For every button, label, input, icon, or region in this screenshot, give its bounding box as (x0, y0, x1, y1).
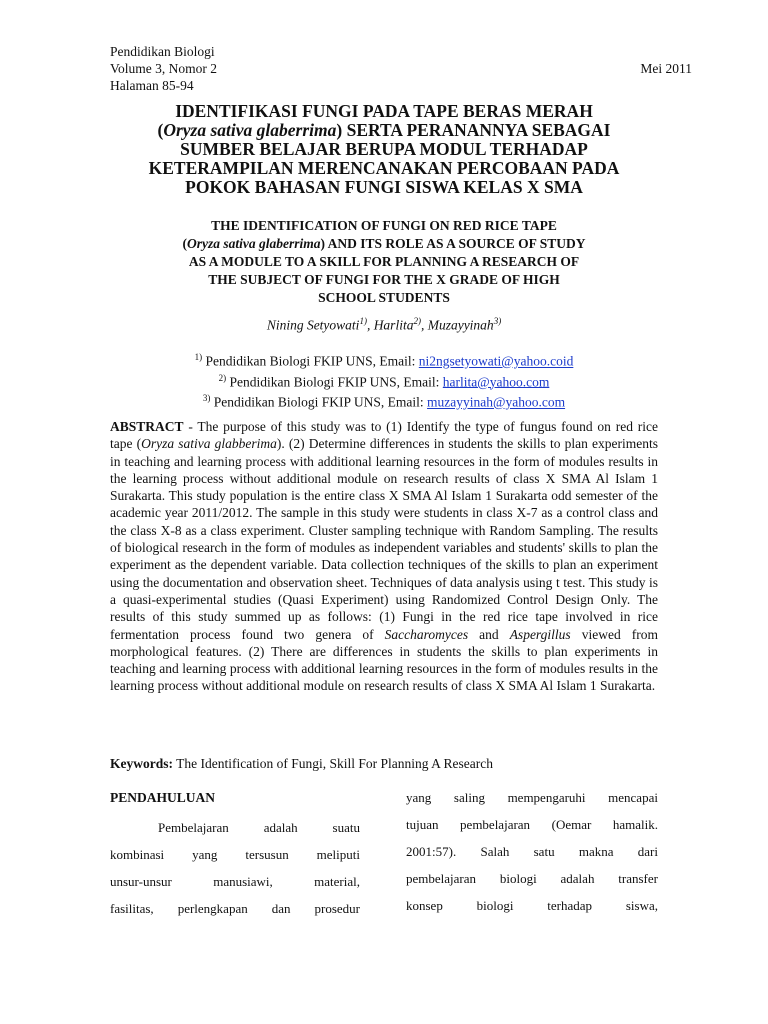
text-line (406, 790, 658, 817)
title-id-line: KETERAMPILAN MERENCANAKAN PERCOBAAN PADA (148, 158, 620, 178)
title-en-line-rest: ) AND ITS ROLE AS A SOURCE OF STUDY (320, 236, 586, 251)
title-en-paren: ( (182, 236, 187, 251)
text-word: material, (314, 874, 360, 889)
abstract (110, 418, 658, 695)
author-sup: 3) (493, 316, 502, 326)
author-list (110, 316, 658, 334)
title-en-line: AS A MODULE TO A SKILL FOR PLANNING A RESEARCH OF (188, 254, 580, 269)
affiliation-item (110, 349, 658, 370)
text-word: siswa, (625, 898, 658, 913)
author-name: , Harlita (366, 317, 414, 333)
text-word: adalah (263, 820, 298, 835)
text-word: hamalik. (612, 817, 658, 832)
section-heading: PENDAHULUAN (110, 790, 216, 805)
text-word: meliputi (316, 847, 360, 862)
text-word: satu (533, 844, 555, 859)
text-word: yang (192, 847, 218, 862)
text-line (406, 817, 658, 844)
affiliation-text: Pendidikan Biologi FKIP UNS, Email: (202, 353, 419, 369)
text-word: kombinasi (110, 847, 165, 862)
journal-volume: Volume 3, Nomor 2 (110, 61, 217, 76)
author-sup: 2) (413, 316, 421, 326)
text-word: biologi (499, 871, 537, 886)
text-line (406, 898, 658, 925)
abstract-text: viewed from morphological features. (2) There are differences in students the skills to plan experiments in teaching and learning process with additional learning resources in the form of modules results in the learning process without additional module on research results of class X SMA Al Islam 1 Surakarta. (110, 626, 659, 694)
affiliation-sup: 1) (194, 352, 203, 362)
text-line (110, 901, 360, 928)
journal-pages: Halaman 85-94 (110, 78, 194, 93)
text-word: dan (271, 901, 291, 916)
keywords-label: Keywords: (110, 756, 173, 771)
affiliation-sup: 2) (218, 372, 227, 383)
text-line (110, 820, 360, 847)
text-word: perlengkapan (177, 901, 248, 916)
left-column-body (110, 820, 360, 928)
abstract-text: and (468, 626, 510, 642)
affiliation-item (110, 370, 658, 391)
text-word: fasilitas, (110, 901, 154, 916)
title-id-line: SUMBER BELAJAR BERUPA MODUL TERHADAP (180, 139, 588, 159)
text-word: saling (453, 790, 485, 805)
text-word: pembelajaran (460, 817, 531, 832)
text-word: suatu (332, 820, 360, 835)
title-en-line: THE SUBJECT OF FUNGI FOR THE X GRADE OF HIGH (208, 272, 560, 287)
text-word: manusiawi, (213, 874, 273, 889)
abstract-text: ). (2) Determine differences in students the skills to plan experiments in teaching and learning process with additional learning resources in the form of modules results in the learning process without additional module on research results of class X SMA Al Islam 1 Surakarta. This study population is the entire class X SMA Al Islam 1 Surakarta odd semester of the academic year 2011/2012. The sample in this study were students in class X-7 as a control class and the class X-8 as a class experiment. Cluster sampling technique with Random Sampling. The results of biological research in the form of modules as independent variables and students' skills to plan the experiment as the dependent variable. Data collection techniques of the skills to plan an experiment using the documentation and observation sheet. Techniques of data analysis using t test. This study is a quasi-experimental studies (Quasi Experiment) using Randomized Control Design Only. The results of this study summed up as follows: (1) Fungi in the red rice tape involved in rice fermentation process found two genera of (110, 436, 658, 642)
email-link[interactable]: harlita@yahoo.com (442, 374, 550, 389)
text-word: Pembelajaran (158, 820, 229, 835)
title-id-line: POKOK BAHASAN FUNGI SISWA KELAS X SMA (185, 177, 583, 197)
paper-title-en (110, 217, 658, 307)
abstract-genus: Saccharomyces (384, 626, 469, 642)
paper-title-id (110, 102, 658, 197)
title-id-species: Oryza sativa glaberrima (163, 120, 337, 140)
text-word: mempengaruhi (507, 790, 586, 805)
journal-header (110, 43, 692, 94)
affiliation-item (110, 390, 658, 411)
text-word: makna (578, 844, 614, 859)
keywords (110, 756, 658, 772)
text-word: (Oemar (551, 817, 592, 832)
affiliation-list (110, 349, 658, 411)
title-id-line: IDENTIFIKASI FUNGI PADA TAPE BERAS MERAH (175, 101, 593, 121)
title-en-line (110, 235, 658, 253)
text-word: biologi (476, 898, 514, 913)
abstract-species: Oryza sativa glabberima (141, 436, 277, 452)
text-word: konsep (406, 898, 443, 913)
text-word: pembelajaran (406, 871, 477, 886)
title-en-species: Oryza sativa glaberrima (186, 236, 321, 251)
text-line (406, 844, 658, 871)
volume-row (110, 60, 692, 77)
text-word: unsur-unsur (110, 874, 172, 889)
email-link[interactable]: muzayyinah@yahoo.com (427, 394, 566, 410)
text-line (110, 874, 360, 901)
title-id-line-rest: ) SERTA PERANANNYA SEBAGAI (336, 120, 611, 140)
intro-right-column (406, 790, 658, 925)
text-word: dari (637, 844, 658, 859)
abstract-label: ABSTRACT (110, 419, 184, 434)
author-name: , Muzayyinah (420, 317, 494, 333)
text-word: transfer (618, 871, 658, 886)
journal-name: Pendidikan Biologi (110, 44, 215, 59)
text-line (110, 847, 360, 874)
abstract-genus: Aspergillus (509, 626, 571, 642)
text-word: tujuan (406, 817, 439, 832)
affiliation-text: Pendidikan Biologi FKIP UNS, Email: (226, 374, 443, 389)
title-en-line: THE IDENTIFICATION OF FUNGI ON RED RICE TAPE (211, 218, 557, 233)
title-id-paren: ( (157, 120, 164, 140)
title-id-line (110, 121, 658, 140)
text-word: prosedur (314, 901, 360, 916)
abstract-text: - The purpose of this study was to (1) Identify the type of fungus found on red rice tape ( (110, 419, 658, 452)
right-column-body (406, 790, 658, 925)
text-line (406, 871, 658, 898)
text-word: terhadap (547, 898, 593, 913)
text-word: yang (406, 790, 432, 805)
author-name: Nining Setyowati (266, 317, 360, 333)
title-en-line: SCHOOL STUDENTS (318, 290, 450, 305)
email-link[interactable]: ni2ngsetyowati@yahoo.coid (418, 353, 574, 369)
text-word: Salah (480, 844, 510, 859)
author-sup: 1) (359, 316, 367, 326)
text-word: mencapai (608, 790, 658, 805)
journal-date: Mei 2011 (640, 61, 692, 76)
intro-left-column (110, 790, 360, 928)
text-word: 2001:57). (406, 844, 457, 859)
text-word: adalah (560, 871, 595, 886)
keywords-text: The Identification of Fungi, Skill For Planning A Research (173, 756, 493, 771)
affiliation-sup: 3) (202, 393, 211, 403)
affiliation-text: Pendidikan Biologi FKIP UNS, Email: (210, 394, 428, 410)
text-word: tersusun (245, 847, 289, 862)
